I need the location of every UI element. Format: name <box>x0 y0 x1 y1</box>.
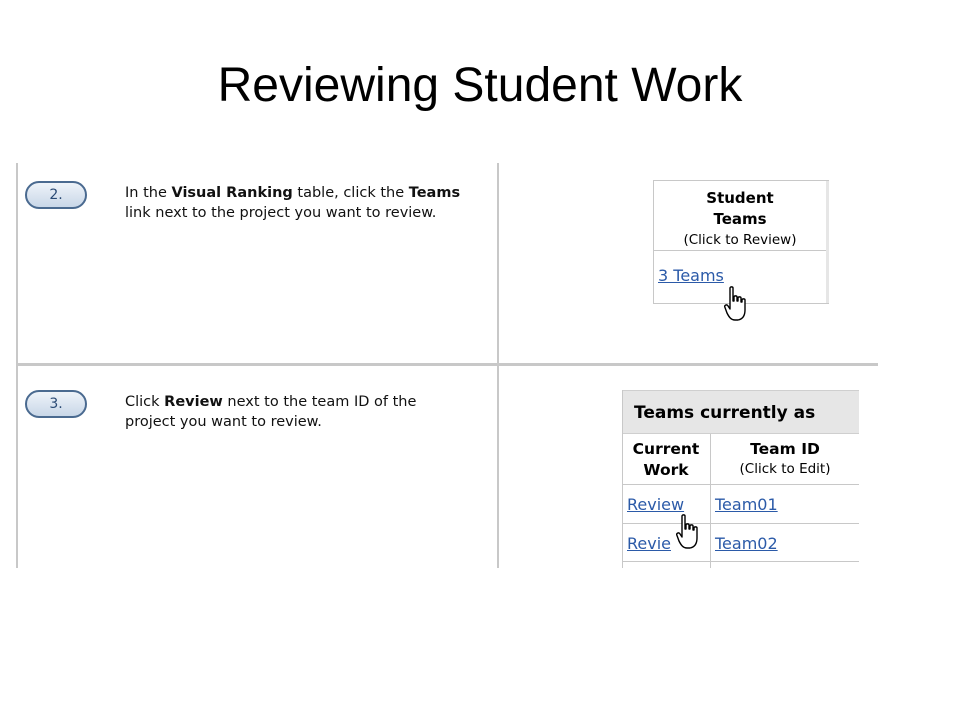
team-id-link[interactable]: Team01 <box>715 495 778 514</box>
tutorial-screenshot <box>16 163 878 568</box>
slide-title: Reviewing Student Work <box>217 59 743 112</box>
review-link[interactable]: Revie <box>627 534 671 553</box>
review-link[interactable]: Review <box>627 495 685 514</box>
row-divider <box>623 484 859 485</box>
header-line: Team ID <box>750 440 820 458</box>
table-edge <box>826 181 829 303</box>
header-line: Current <box>632 440 700 458</box>
step-number-badge: 3. <box>25 390 87 418</box>
step-instruction: In the Visual Ranking table, click the Teams link next to the project you want to review. <box>125 185 461 221</box>
header-line: Student <box>706 189 774 207</box>
column-divider <box>710 434 711 568</box>
teams-assignment-table <box>622 390 859 568</box>
header-subtext: (Click to Review) <box>683 232 797 248</box>
team-id-link[interactable]: Team02 <box>715 534 778 553</box>
table-header <box>654 181 826 251</box>
header-line: Teams <box>713 210 767 228</box>
header-line: Work <box>643 461 689 479</box>
teams-link[interactable]: 3 Teams <box>658 266 724 285</box>
hand-pointer-cursor-icon <box>676 514 702 550</box>
hand-pointer-cursor-icon <box>724 286 750 322</box>
column-header-current-work <box>623 439 709 481</box>
student-teams-table <box>653 180 829 304</box>
row-divider <box>623 523 859 524</box>
row-divider <box>16 363 878 366</box>
step-instruction: Click Review next to the team ID of the project you want to review. <box>125 394 417 430</box>
row-divider <box>623 561 859 562</box>
table-title: Teams currently as <box>623 390 859 434</box>
step-number-badge: 2. <box>25 181 87 209</box>
header-subtext: (Click to Edit) <box>739 461 831 477</box>
column-header-team-id <box>711 439 859 479</box>
